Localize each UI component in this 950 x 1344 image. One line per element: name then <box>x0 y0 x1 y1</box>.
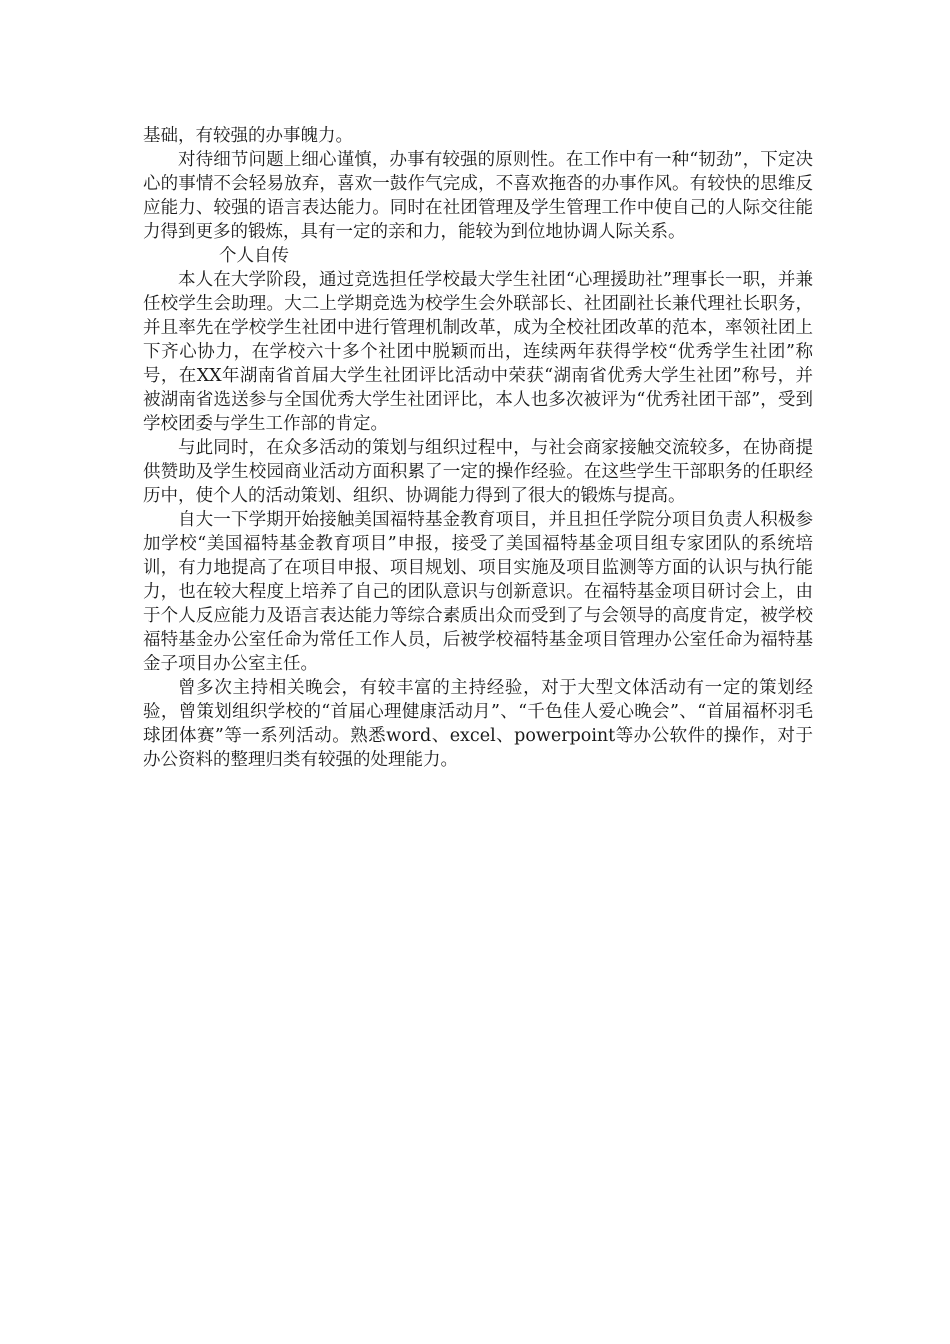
document-body <box>143 124 813 772</box>
paragraph-intro-tail: 基础，有较强的办事魄力。 <box>143 126 353 146</box>
paragraph-personality: 对待细节问题上细心谨慎，办事有较强的原则性。在工作中有一种“韧劲”，下定决心的事情不会轻易放弃，喜欢一鼓作气完成，不喜欢拖沓的办事作风。有较快的思维反应能力、较强的语言表达能力。同时在社团管理及学生管理工作中使自己的人际交往能力得到更多的锻炼，具有一定的亲和力，能较为到位地协调人际关系。 <box>143 150 813 242</box>
paragraph-ford-foundation: 自大一下学期开始接触美国福特基金教育项目，并且担任学院分项目负责人积极参加学校“美国福特基金教育项目”申报，接受了美国福特基金项目组专家团队的系统培训，有力地提高了在项目申报、项目规划、项目实施及项目监测等方面的认识与执行能力，也在较大程度上培养了自己的团队意识与创新意识。在福特基金项目研讨会上，由于个人反应能力及语言表达能力等综合素质出众而受到了与会领导的高度肯定，被学校福特基金办公室任命为常任工作人员，后被学校福特基金项目管理办公室任命为福特基金子项目办公室主任。 <box>143 510 813 674</box>
paragraph-hosting-skills: 曾多次主持相关晚会，有较丰富的主持经验，对于大型文体活动有一定的策划经验，曾策划组织学校的“首届心理健康活动月”、“千色佳人爱心晚会”、“首届福杯羽毛球团体赛”等一系列活动。熟悉word、excel、powerpoint等办公软件的操作，对于办公资料的整理归类有较强的处理能力。 <box>143 678 813 770</box>
paragraph-event-experience: 与此同时，在众多活动的策划与组织过程中，与社会商家接触交流较多，在协商提供赞助及学生校园商业活动方面积累了一定的操作经验。在这些学生干部职务的任职经历中，使个人的活动策划、组织、协调能力得到了很大的锻炼与提高。 <box>143 438 813 506</box>
section-heading: 个人自传 <box>219 246 289 266</box>
paragraph-club-leadership: 本人在大学阶段，通过竞选担任学校最大学生社团“心理援助社”理事长一职，并兼任校学生会助理。大二上学期竞选为校学生会外联部长、社团副社长兼代理社长职务，并且率先在学校学生社团中进行管理机制改革，成为全校社团改革的范本，率领社团上下齐心协力，在学校六十多个社团中脱颖而出，连续两年获得学校“优秀学生社团”称号，在XX年湖南省首届大学生社团评比活动中荣获“湖南省优秀大学生社团”称号，并被湖南省选送参与全国优秀大学生社团评比，本人也多次被评为“优秀社团干部”，受到学校团委与学生工作部的肯定。 <box>143 270 813 434</box>
